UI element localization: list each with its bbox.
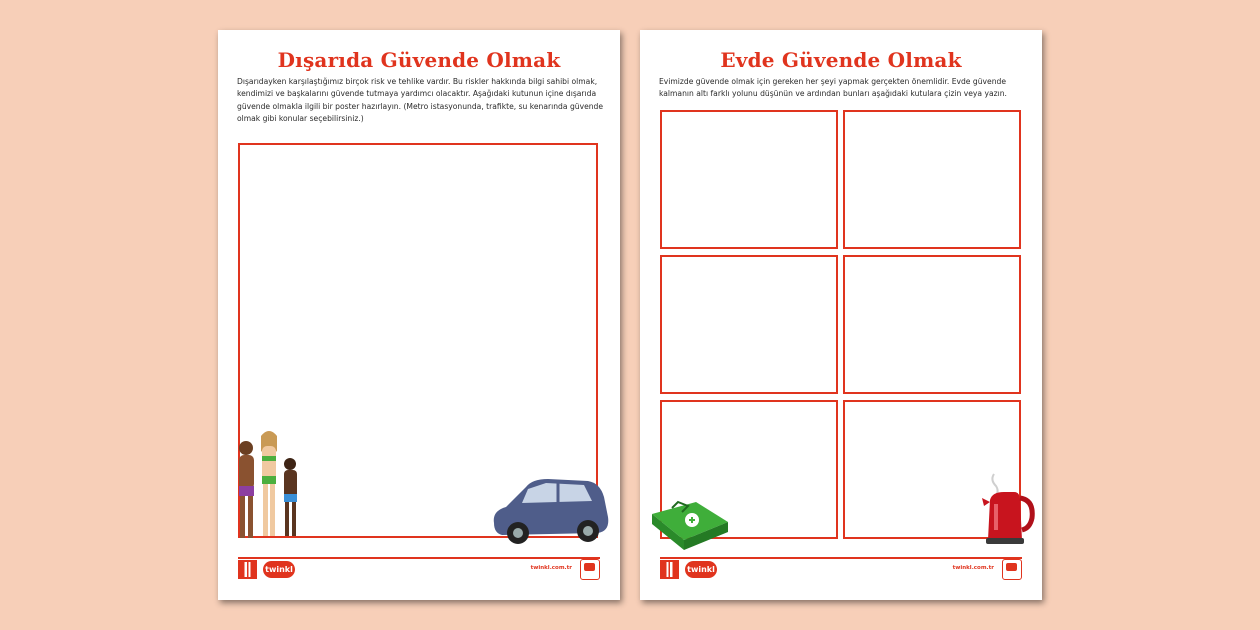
kettle-illustration	[980, 470, 1036, 546]
twinkl-logo: twinkl	[263, 561, 295, 578]
drawing-box-1[interactable]	[660, 110, 838, 249]
first-aid-kit-illustration	[648, 496, 732, 552]
children-swimwear-illustration	[232, 426, 304, 544]
badge-icon	[1002, 559, 1022, 580]
intro-text: Dışarıdayken karşılaştığımız birçok risk ve tehlike vardır. Bu riskler hakkında bilgi sahibi olmak, kendimizi ve başkalarını güvende tutmaya yardımcı olacaktır. Aşağıdaki kutunun içine dışarıda güvende olmakla ilgili bir poster hazırlayın. (Metro istasyonunda, trafikte, su kenarında güvende olmak gibi konular seçebilirsiniz.)	[237, 77, 604, 124]
footer-divider	[660, 557, 1022, 559]
drawing-box-2[interactable]	[843, 110, 1021, 249]
worksheet-page-home	[640, 30, 1042, 600]
drawing-box-4[interactable]	[843, 255, 1021, 394]
intro-text: Evimizde güvende olmak için gereken her şeyi yapmak gerçekten önemlidir. Evde güvende kalmanın altı farklı yolunu düşünün ve ardından bunları aşağıdaki kutulara çizin veya yazın.	[659, 77, 1007, 99]
badge-icon	[580, 559, 600, 580]
twinkl-logo: twinkl	[685, 561, 717, 578]
qr-code-icon	[238, 560, 257, 579]
footer-divider	[238, 557, 600, 559]
worksheet-page-outdoor	[218, 30, 620, 600]
qr-code-icon	[660, 560, 679, 579]
page-title: Dışarıda Güvende Olmak	[277, 48, 561, 72]
page-title: Evde Güvende Olmak	[720, 48, 962, 72]
footer-site: twinkl.com.tr	[530, 565, 572, 571]
car-illustration	[488, 473, 612, 549]
drawing-box-3[interactable]	[660, 255, 838, 394]
footer-site: twinkl.com.tr	[952, 565, 994, 571]
